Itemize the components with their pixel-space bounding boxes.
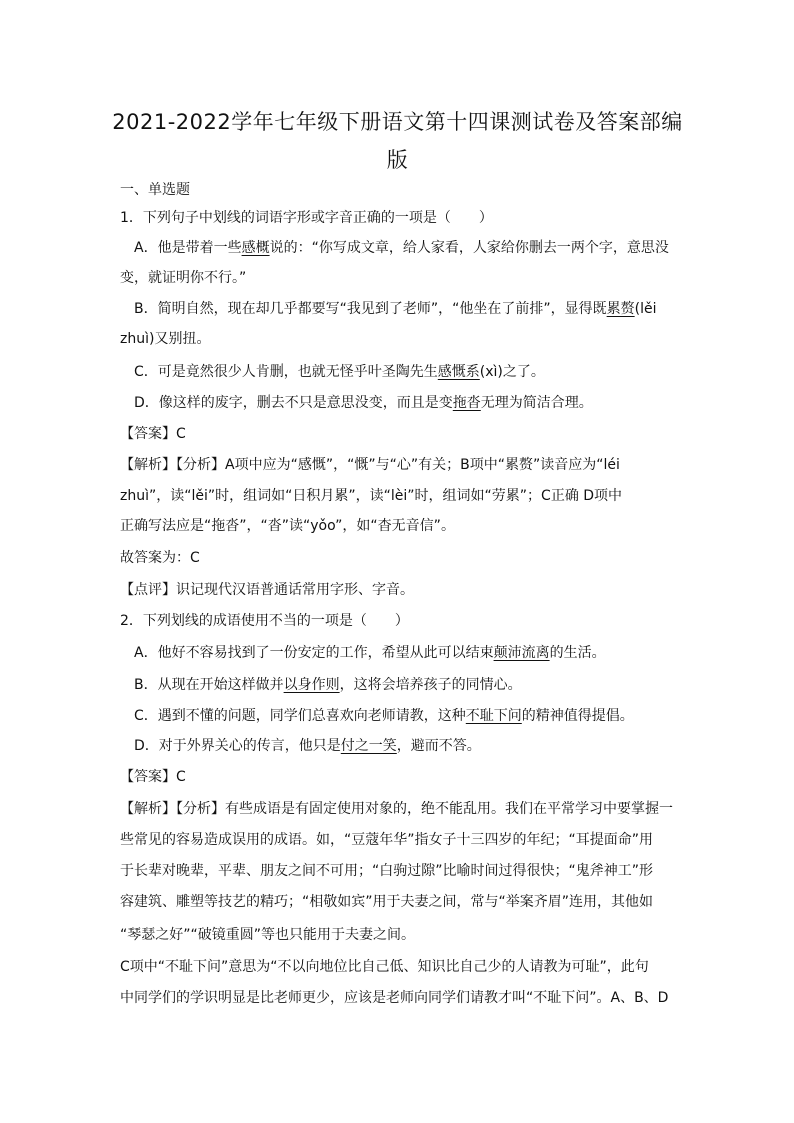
q1-option-c [134, 362, 545, 382]
q1-analysis-1: 【解析】【分析】A项中应为“感慨”，“慨”与“心”有关；B项中“累赘”读音应为“léi [120, 457, 620, 473]
q2-option-a-underlined: 颠沛流离 [493, 645, 550, 661]
q2-option-a-text: A．他好不容易找到了一份安定的工作，希望从此可以结束 [134, 645, 494, 661]
q1-option-b-text-rest: (lěi [634, 301, 657, 317]
q1-option-a-underlined: 感概 [241, 240, 270, 256]
q2-option-b [134, 675, 522, 695]
q1-option-c-text-rest: (xì)之了。 [479, 364, 545, 380]
q1-option-b-cont: zhuì)又别扭。 [120, 331, 211, 347]
q2-option-d [134, 736, 481, 756]
q1-option-c-underlined: 感慨系 [437, 364, 480, 380]
q2-explain-1: C项中“不耻下问”意思为“不以向地位比自己低、知识比自己少的人请教为可耻”，此句 [120, 959, 649, 975]
q2-option-b-text-rest: ，这将会培养孩子的同情心。 [339, 677, 522, 693]
q2-answer: 【答案】C [120, 769, 186, 785]
q2-stem: 2．下列划线的成语使用不当的一项是（ ） [120, 613, 409, 629]
title-line-2: 版 [386, 148, 409, 172]
q1-option-c-text: C．可是竟然很少人肯删，也就无怪乎叶圣陶先生 [134, 364, 438, 380]
q1-option-d [134, 393, 593, 413]
document-title [110, 103, 685, 179]
q1-option-b-text: B．简明自然，现在却几乎都要写“我见到了老师”，“他坐在了前排”，显得既 [134, 301, 607, 317]
q2-option-d-underlined: 付之一笑 [340, 738, 397, 754]
q1-option-a-cont: 变，就证明你不行。” [120, 270, 247, 286]
q2-analysis-5: “琴瑟之好”“破镜重圆”等也只能用于夫妻之间。 [120, 927, 416, 943]
q1-analysis-2: zhuì”，读“lěi”时，组词如“日积月累”，读“lèi”时，组词如“劳累”；C正确 D项中 [120, 488, 623, 504]
q1-option-b-underlined: 累赘 [606, 301, 635, 317]
q2-analysis-2: 些常见的容易造成误用的成语。如，“豆蔻年华”指女子十三四岁的年纪；“耳提面命”用 [120, 832, 654, 848]
q2-option-c [134, 706, 634, 726]
q1-option-d-text-rest: 无理为简洁合理。 [480, 395, 593, 411]
section-heading: 一、单选题 [120, 182, 190, 198]
q1-option-a [134, 238, 669, 258]
q2-option-c-text-rest: 的精神值得提倡。 [521, 708, 634, 724]
q1-option-a-text: A．他是带着一些 [134, 240, 242, 256]
title-line-1: 2021-2022学年七年级下册语文第十四课测试卷及答案部编 [112, 110, 683, 134]
q1-option-b [134, 299, 656, 319]
q2-analysis-4: 容建筑、雕塑等技艺的精巧；“相敬如宾”用于夫妻之间，常与“举案齐眉”连用，其他如 [120, 894, 654, 910]
q1-analysis-3: 正确写法应是“拖沓”，“沓”读“yǒo”，如“杳无音信”。 [120, 518, 455, 534]
q1-option-d-text: D．像这样的废字，删去不只是意思没变，而且是变 [134, 395, 453, 411]
q2-analysis-1: 【解析】【分析】有些成语是有固定使用对象的，绝不能乱用。我们在平常学习中要掌握一 [120, 801, 673, 817]
q1-stem: 1．下列句子中划线的词语字形或字音正确的一项是（ ） [120, 210, 493, 226]
q2-explain-2: 中同学们的学识明显是比老师更少，应该是老师向同学们请教才叫“不耻下问”。A、B、D [120, 990, 669, 1006]
q2-option-b-underlined: 以身作则 [283, 677, 340, 693]
q2-option-c-underlined: 不耻下问 [465, 708, 522, 724]
q1-option-a-text-rest: 说的：“你写成文章，给人家看，人家给你删去一两个字，意思没 [269, 240, 669, 256]
q2-analysis-3: 于长辈对晚辈，平辈、朋友之间不可用；“白驹过隙”比喻时间过得很快；“鬼斧神工”形 [120, 863, 654, 879]
q2-option-a-text-rest: 的生活。 [549, 645, 606, 661]
q1-option-d-underlined: 拖沓 [452, 395, 481, 411]
q1-conclusion: 故答案为：C [120, 550, 200, 566]
q2-option-d-text-rest: ，避而不答。 [396, 738, 481, 754]
q2-option-a [134, 643, 606, 663]
q2-option-c-text: C．遇到不懂的问题，同学们总喜欢向老师请教，这种 [134, 708, 466, 724]
q2-option-b-text: B．从现在开始这样做并 [134, 677, 284, 693]
q1-comment: 【点评】识记现代汉语普通话常用字形、字音。 [120, 582, 414, 598]
q1-answer: 【答案】C [120, 426, 186, 442]
q2-option-d-text: D．对于外界关心的传言，他只是 [134, 738, 341, 754]
